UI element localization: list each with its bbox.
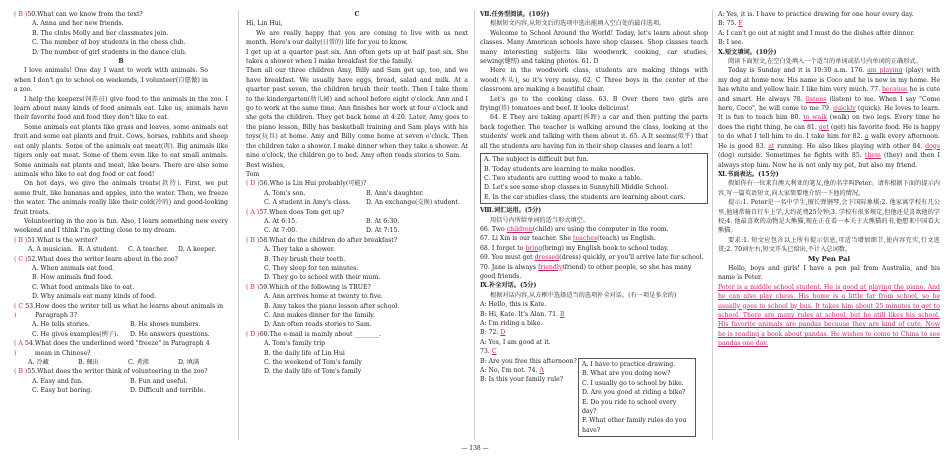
option: C. 煮沸 xyxy=(128,359,149,367)
dialog-line xyxy=(480,310,708,319)
option: D. 填满 xyxy=(178,359,200,367)
question-stem: What does the writer think of volunteering in the zoo? xyxy=(37,368,208,376)
dialog-text: B: I see. xyxy=(718,39,744,47)
options-row xyxy=(14,386,228,395)
item-text: Jane is always xyxy=(491,263,539,271)
filled-answer: teaches xyxy=(572,235,598,243)
answer: ( A ) xyxy=(246,208,260,216)
option: D. An exchange(交换) student. xyxy=(366,199,460,207)
passage-paragraph: Welcome to School Around the World! Today, let's learn about shop classes. Many American schools have shop classes. Shop classes teach many interesting subjects like woodwork, cooking, car studies, sewing(缝纫) and taking photos. 61. D xyxy=(480,29,708,66)
section-heading: Ⅷ.词汇运用。(5分) xyxy=(480,207,542,215)
question-58 xyxy=(246,236,468,245)
filled-answer: dressed xyxy=(534,254,560,262)
question-number: 57. xyxy=(259,208,270,216)
section-instructions: 根据对话内容,从方框中选择适当的选项补全对话。(有一项是多余的) xyxy=(490,291,677,299)
dialog-text: A: Yes, it is. I have to practice drawing for one hour every day. xyxy=(718,11,914,18)
item-text: You must get xyxy=(491,254,535,262)
section-heading: Ⅸ.补全对话。(5分) xyxy=(480,282,537,290)
passage-paragraph: 64. E They are taking apart(拆卸) a car and then putting the parts back together. The teacher is walking around the class, looking at the students' work and talking with them about it. 65. A It seems(似乎) that all the students are having fun in their shop classes and learn a lot! xyxy=(480,114,708,150)
question-60 xyxy=(246,330,468,339)
filled-answer: C xyxy=(491,348,497,356)
filled-answer: am playing xyxy=(867,67,903,75)
question-stem: When does Tom get up? xyxy=(269,208,345,216)
question-number: 51. xyxy=(27,236,38,244)
option: A. I have to practice drawing. xyxy=(582,361,676,368)
question-stem: What is the writer? xyxy=(37,236,98,244)
vocab-list xyxy=(480,225,708,281)
question-51 xyxy=(14,236,228,245)
answer: ( B ) xyxy=(14,236,28,244)
question-number: 56. xyxy=(259,180,270,188)
option: A. The subject is difficult but fun. xyxy=(484,156,589,164)
answer: ( C ) xyxy=(14,255,28,263)
vocab-item xyxy=(480,234,708,243)
dialog-line xyxy=(718,10,940,19)
dialog-line xyxy=(480,347,708,356)
column-divider xyxy=(712,10,713,440)
dialog-text: A: I can't go out at night and I must do the dishes after dinner. xyxy=(718,29,915,37)
section-instructions: 根据短文内容,从短文后的选项中选出能填入空白处的最佳选项。 xyxy=(490,20,666,28)
dialog-text: A: No, I'm not. 74. xyxy=(480,367,540,375)
option: A. He tells stories. xyxy=(32,321,90,329)
question-stem: What can we know from the text? xyxy=(37,11,143,18)
dialog-line xyxy=(480,328,708,337)
letter-paragraph: We are really happy that you are coming to live with us next month. Here's our daily(日常的) life for you to know. xyxy=(246,29,468,47)
options-row xyxy=(246,189,468,198)
filled-answer: because xyxy=(882,86,908,94)
option: C. He gives examples(例子). xyxy=(32,330,119,338)
question-stem: What does the writer learn about in the zoo? xyxy=(37,255,178,263)
option: B. 佩出 xyxy=(78,359,99,367)
letter-signature: Tom xyxy=(246,170,260,178)
item-number: 66. xyxy=(480,225,492,233)
item-number: 68. xyxy=(480,244,492,252)
option: F. What other family rules do you have? xyxy=(582,417,687,434)
options-row xyxy=(246,217,468,226)
question-55 xyxy=(14,367,228,376)
filled-answer: dogs xyxy=(925,142,940,150)
option: A. Tom's son. xyxy=(264,189,306,197)
question-stem: The e-mail is mainly about ________. xyxy=(269,330,382,338)
options-row xyxy=(14,358,228,367)
item-text: Li Xin is our teacher. She xyxy=(491,235,573,243)
answer: ( A ) xyxy=(14,340,23,357)
answer: ( D ) xyxy=(246,330,260,338)
option: A. Tom's family trip xyxy=(264,340,326,348)
question-number: 58. xyxy=(259,236,270,244)
question-50 xyxy=(14,10,228,19)
filled-answer: to walk xyxy=(803,114,827,122)
option: B. They brush their teeth. xyxy=(264,255,346,263)
option: A. A musician. xyxy=(28,246,73,254)
options-row xyxy=(14,245,228,254)
option: B. Ann's daughter. xyxy=(366,189,424,197)
answer: ( B ) xyxy=(14,368,28,376)
options-row xyxy=(246,198,468,207)
section-instructions: 用括号内所给单词的适当形式填空。 xyxy=(490,216,589,224)
question-number: 60. xyxy=(259,330,270,338)
section-heading: Ⅹ.短文填词。(10分) xyxy=(718,48,777,56)
item-text: I forget to xyxy=(491,244,526,252)
option: B. What are you doing now? xyxy=(582,370,671,378)
options-row xyxy=(14,377,228,386)
filled-answer: bring xyxy=(525,244,543,252)
column-3 xyxy=(480,10,708,434)
passage-paragraph: Let's go to the cooking class. 63. B Over there two girls are frying(炸) tomatoes and beef. It looks delicious! xyxy=(480,95,708,113)
column-divider xyxy=(474,10,475,440)
question-stem: Who is Lin Hui probably(可能)? xyxy=(269,180,367,188)
dialog-text: B: Hi, Kate. It's Alan. 71. xyxy=(480,310,560,318)
filled-answer: F xyxy=(738,20,743,28)
question-52 xyxy=(14,255,228,264)
option: D. They go to school with their mum. xyxy=(264,274,381,282)
option: D. Difficult and terrible. xyxy=(130,387,206,395)
option: C. What food animals like to eat. xyxy=(32,283,135,291)
dialog-text: B: Are you free this afternoon? xyxy=(480,357,577,365)
question-53 xyxy=(14,302,228,321)
dialog-text: A: Yes, I am good at it. xyxy=(480,338,551,346)
dialog-text: 73. xyxy=(480,348,492,356)
option: C. A teacher. xyxy=(128,246,169,254)
option: C. The number of boy students in the chess club. xyxy=(32,39,186,47)
passage-paragraph: On hot days, we give the animals treats(款待). First, we put some fruit, like bananas and apples, into the water. Then, we freeze the water. The animals really like their cold(冷的) and good-looking fruit treats. xyxy=(14,180,228,216)
passage-paragraph: I love animals! One day I want to work with animals. So when I don't go to school on weekends, I volunteer(自愿做) in a zoo. xyxy=(14,67,208,94)
option: D. the daily life of Tom's family xyxy=(264,368,362,376)
options-row xyxy=(14,330,228,339)
dialog-text: B: 72. xyxy=(480,329,501,337)
option: A. They take a shower. xyxy=(264,246,335,254)
item-text: (child) are using the computer in the room. xyxy=(532,225,669,233)
option: C. Two students are cutting wood to make a table. xyxy=(484,174,643,182)
option: A. When animals eat food. xyxy=(32,264,115,272)
question-number: 59. xyxy=(259,283,270,291)
dialog-line xyxy=(718,38,940,47)
option: B. Fun and useful. xyxy=(130,377,188,385)
essay-title: My Pen Pal xyxy=(807,254,851,263)
filled-answer: A xyxy=(539,367,544,375)
question-number: 54. xyxy=(25,340,35,348)
option: D. The number of girl students in the dance club. xyxy=(32,48,187,56)
dialog-text: B: 75. xyxy=(718,20,739,28)
passage-paragraph: Some animals eat plants like grass and leaves, some animals eat fruit and some eat plants and fruit. Cows, horses, rabbits and sheep eat only plants. Some of the animals eat meat(肉). Big animals like tigers only eat meat. Some of them even like to eat small animals. Some animals eat plants and meat, like bears. There are also some animals who like to eat dog food or cat food! xyxy=(14,123,228,178)
answer: ( B ) xyxy=(246,236,260,244)
dialog-text: B: Is this your family rule? xyxy=(480,376,564,384)
dialog-line xyxy=(480,319,708,328)
option: C. They sleep for ten minutes. xyxy=(264,264,359,272)
letter-greeting: Hi, Lin Hui, xyxy=(246,20,283,28)
question-stem: Which of the following is TRUE? xyxy=(269,283,371,291)
essay-opening: Hello, boys and girls! I have a pen pal from Australia, and his name is Peter. xyxy=(718,264,940,282)
dialog-continued xyxy=(718,10,940,48)
question-number: 55. xyxy=(27,368,38,376)
option: D. A keeper. xyxy=(178,246,217,254)
option: A. At 6:15. xyxy=(264,217,298,225)
dialog-line xyxy=(480,300,708,309)
passage-paragraph: Here in the woodwork class, students are making things with wood(木头), so it's very noisy. 62. C Three boys in the center of the classroom are making a beautiful chair. xyxy=(480,67,708,94)
option: D. Why animals eat many kinds of food. xyxy=(32,293,157,301)
column-4 xyxy=(718,10,940,349)
question-number: 53. xyxy=(25,302,36,310)
dialog-line xyxy=(718,29,940,38)
item-number: 67. xyxy=(480,235,492,243)
question-stem: How does the writer tell us what he learns about animals in Paragraph 3? xyxy=(35,302,224,319)
filled-answer: friendly xyxy=(538,263,563,271)
option: B. How animals find food. xyxy=(32,274,113,282)
dialog-options-box xyxy=(578,358,696,437)
vocab-item xyxy=(480,244,708,253)
letter-paragraph: Then all our three children Amy, Billy and Sam get up, too, and we have breakfast. We usually have eggs, bread, salad and milk. At a quarter past seven, the children brush their teeth. Then I take them to the kindergarten(幼儿园) and school before eight o'clock. Ann and I go to work at the same time. Ann finishes her work at four o'clock and she gets the children. They get back home at 4:20. Later, Amy goes to the piano lesson, Billy has basketball training and Sam plays with his toys(玩具) at home. Amy and Billy come home at seven o'clock. Then the children take a shower. I make dinner when they take a shower. At nine o'clock, the children go to bed. Amy often reads stories to Sam. xyxy=(246,67,468,160)
option: C. Easy but boring. xyxy=(32,387,93,395)
option: A. Anna and her new friends. xyxy=(32,20,124,28)
item-text: (teach) us English. xyxy=(597,235,656,243)
answer: ( B ) xyxy=(246,283,260,291)
section-heading: Ⅶ.任务型阅读。(10分) xyxy=(480,11,550,18)
filled-answer: get xyxy=(818,123,829,131)
option: B. Today students are learning to make noodles. xyxy=(484,165,636,173)
vocab-item xyxy=(480,225,708,234)
options-row xyxy=(246,226,468,235)
item-text: (bring) my English book to school today. xyxy=(542,244,669,252)
option: A. Easy and fun. xyxy=(32,377,84,385)
dialog-line xyxy=(480,338,708,347)
option: D. At 7:15. xyxy=(366,227,400,235)
option: D. Are you good at riding a bike? xyxy=(582,389,686,397)
writing-requirements: 要求:1. 短文应包含以上所有提示信息,可适当增加细节,使内容充实,行文连贯;2. 70词左右,短文开头已给出,不计入总词数。 xyxy=(718,236,940,254)
option: B. Amy takes the piano lesson after school. xyxy=(264,302,400,310)
dialog-text: A: I'm riding a bike. xyxy=(480,320,543,327)
question-56 xyxy=(246,179,468,188)
filled-answer: them xyxy=(864,152,881,160)
option: A. Ann arrives home at twenty to five. xyxy=(264,293,383,301)
question-54 xyxy=(14,339,228,358)
option: B. At 6:30. xyxy=(366,217,400,225)
filled-answer: children xyxy=(506,225,533,233)
filled-answer: at xyxy=(768,142,775,150)
section-instructions: 阅读下面短文,在空白处填入一个适当的单词或括号内单词的正确形式。 xyxy=(728,58,922,66)
column-2 xyxy=(246,10,468,377)
item-number: 69. xyxy=(480,254,492,262)
option: C. I usually go to school by bike. xyxy=(582,379,684,387)
option: D. Ann often reads stories to Sam. xyxy=(264,321,372,329)
option: C. A student in Amy's class. xyxy=(264,199,351,207)
passage-label: B xyxy=(118,58,124,66)
essay-answer: Peter is a middle school student. He is good at playing the piano. And he can also play chess. His home is a little far from school, so he usually goes to school by bus. It takes him about 25 minutes to get to school. There are many rules at school, but he still likes his school. His favorite animals are pandas because they are kind of cute. Now he is reading a book about pandas. He wishes to come to China to see pandas one day. xyxy=(718,283,940,348)
option: B. He shows numbers. xyxy=(130,321,201,329)
option: C. At 7:00. xyxy=(264,227,298,235)
option: E. In the car studies class, the students are learning about cars. xyxy=(484,193,686,201)
question-number: 52. xyxy=(27,255,38,263)
writing-hints: 提示:1. Peter是一名中学生,擅长弹钢琴,会下国际象棋;2. 他家离学校有几公里,他通常骑自行车上学,大约花费25分钟;3. 学校有很多规定,但他还是喜欢他的学校;4. 他最喜欢的动物是大熊猫,现在正在看一本关于大熊猫的书,他想来中国看大熊猫。 xyxy=(718,199,940,235)
option: B. the daily life of Lin Hui xyxy=(264,349,345,357)
cloze-passage: Today is Sunday and it is 10:30 a.m. 176. am playing (play) with my dog at home now. His name is Coco and he is new in my home. He has white and yellow hair. I like him very much. 77. because he is cute and smart. He always 78. listens (listen) to me. When I say "Come here, Coco", he will come to me 79. quickly (quick). He loves to learn. It is fun to teach him 80. to walk (walk) on two legs. Every time he does the right thing, he can 81. get (get) his favorite food. He is happy to do what I tell him to do. I take him for 82. a walk every afternoon. He is good 83. at running. He also likes playing with other 84. dogs (dog) outside. Sometimes he fights with 85. them (they) and then I always stop him. Now he is not only my pet, but also my friend. xyxy=(718,67,941,169)
answer: ( C ) xyxy=(14,302,24,319)
filled-answer: quickly xyxy=(833,105,856,113)
option: E. Do you ride to school every day? xyxy=(582,398,677,416)
question-57 xyxy=(246,208,468,217)
section-instructions: 假如你有一位来自澳大利亚的笔友,他的名字叫Peter。请你根据下面的提示内容,写一篇英语短文,向大家简要地介绍一下他的情况。 xyxy=(718,180,940,197)
column-divider xyxy=(238,10,239,440)
vocab-item xyxy=(480,253,708,262)
option: D. He answers questions. xyxy=(130,330,210,338)
option: B. The clubs Molly and her classmates join. xyxy=(32,29,169,37)
dialog-line xyxy=(718,19,940,28)
question-stem: What does the underlined word "freeze" in Paragraph 4 mean in Chinese? xyxy=(34,340,210,357)
section-heading: Ⅺ.书面表达。(15分) xyxy=(718,170,779,178)
item-text: Two xyxy=(491,225,507,233)
options-box xyxy=(480,153,708,204)
option: D. Let's see some shop classes in Sunnyhill Middle School. xyxy=(484,184,669,192)
letter-paragraph: I get up at a quarter past six. Ann often gets up at half past six. She takes a shower when I make breakfast for the family. xyxy=(246,48,468,66)
answer: ( D ) xyxy=(246,180,260,188)
question-stem: What do the children do after breakfast? xyxy=(269,236,398,244)
dialog-text: A: Hello, this is Kate. xyxy=(480,301,547,309)
option: B. A student. xyxy=(78,246,119,254)
vocab-item xyxy=(480,263,708,282)
option: C. the weekend of Tom's family xyxy=(264,359,362,367)
letter-closing: Best wishes, xyxy=(246,161,286,169)
item-text: (dress) quickly, or you'll arrive late for school. xyxy=(559,254,704,262)
item-text: (friend) to other people, so she has many good friends. xyxy=(480,263,692,280)
item-number: 70. xyxy=(480,263,492,271)
options-row xyxy=(14,320,228,329)
passage-paragraph: Volunteering in the zoo is fun. Also, I learn something new every weekend and I think I'm getting close to my dream. xyxy=(14,217,228,235)
filled-answer: D xyxy=(500,329,506,337)
filled-answer: B xyxy=(559,310,565,318)
option: C. Ann makes dinner for the family. xyxy=(264,312,375,319)
passage-label: C xyxy=(354,11,360,18)
filled-answer: a xyxy=(864,133,869,141)
question-59 xyxy=(246,283,468,292)
passage-paragraph: I help the keepers(饲养员) give food to the animals in the zoo. I learn about many kinds of food animals eat. Like us, animals have their favorite food and food they don't like to eat. xyxy=(14,95,228,122)
answer: ( B ) xyxy=(14,11,28,18)
option: A. 冷藏 xyxy=(28,359,49,367)
page-number: — 138 — xyxy=(461,444,489,452)
column-1 xyxy=(14,10,228,396)
question-number: 50. xyxy=(27,11,38,18)
filled-answer: listens xyxy=(805,95,827,103)
